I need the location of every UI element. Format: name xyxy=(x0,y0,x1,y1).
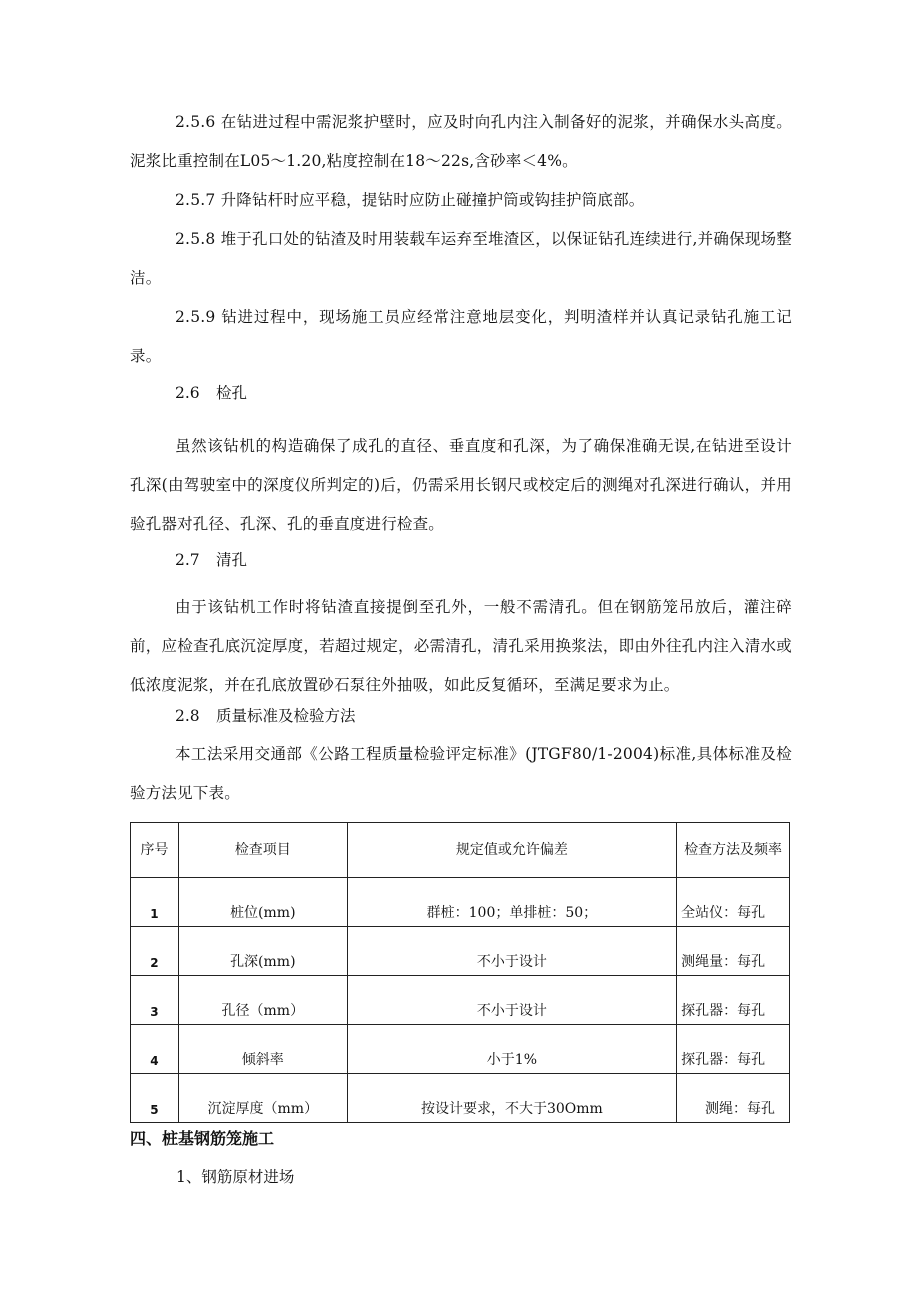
paragraph-2-5-9: 2.5.9 钻进过程中，现场施工员应经常注意地层变化，判明渣样并认真记录钻孔施工记录。 xyxy=(130,308,792,365)
header-item: 检查项目 xyxy=(178,823,347,878)
subsection-title: 1、钢筋原材进场 xyxy=(176,1168,295,1186)
cell-method: 全站仪：每孔 xyxy=(677,878,790,927)
header-no: 序号 xyxy=(131,823,179,878)
cell-no: 5 xyxy=(131,1074,179,1123)
heading-text: 检孔 xyxy=(215,384,247,402)
header-method: 检查方法及频率 xyxy=(677,823,790,878)
paragraph-2-5-7: 2.5.7 升降钻杆时应平稳，提钻时应防止碰撞护筒或钩挂护筒底部。 xyxy=(175,191,645,209)
cell-no: 2 xyxy=(131,927,179,976)
table-header-row xyxy=(131,823,790,878)
table-row xyxy=(131,1025,790,1074)
header-spec: 规定值或允许偏差 xyxy=(347,823,676,878)
table-row xyxy=(131,927,790,976)
cell-spec: 群桩：100；单排桩：50； xyxy=(347,878,676,927)
cell-spec: 不小于设计 xyxy=(347,976,676,1025)
heading-text: 清孔 xyxy=(215,551,247,569)
heading-number: 2.8 xyxy=(175,707,200,725)
paragraph-2-7-body: 由于该钻机工作时将钻渣直接提倒至孔外，一般不需清孔。但在钢筋笼吊放后，灌注碎前，应检查孔底沉淀厚度，若超过规定，必需清孔，清孔采用换浆法，即由外往孔内注入清水或低浓度泥浆，并在孔底放置砂石泵往外抽吸，如此反复循环，至满足要求为止。 xyxy=(130,598,792,694)
cell-item: 孔径（mm） xyxy=(178,976,347,1025)
cell-no: 1 xyxy=(131,878,179,927)
paragraph-2-5-8: 2.5.8 堆于孔口处的钻渣及时用装载车运弃至堆渣区，以保证钻孔连续进行,并确保现场整洁。 xyxy=(130,230,792,287)
cell-spec: 按设计要求，不大于30Omm xyxy=(347,1074,676,1123)
cell-spec: 不小于设计 xyxy=(347,927,676,976)
heading-2-8 xyxy=(175,704,355,728)
heading-number: 2.6 xyxy=(175,384,200,402)
section-title: 四、桩基钢筋笼施工 xyxy=(130,1129,275,1148)
cell-item: 沉淀厚度（mm） xyxy=(178,1074,347,1123)
cell-no: 3 xyxy=(131,976,179,1025)
cell-spec: 小于1% xyxy=(347,1025,676,1074)
paragraph-2-5-6: 2.5.6 在钻进过程中需泥浆护壁时，应及时向孔内注入制备好的泥浆，并确保水头高度。泥浆比重控制在L05～1.20,粘度控制在18～22s,含砂率＜4%。 xyxy=(130,113,792,170)
cell-method: 测绳量：每孔 xyxy=(677,927,790,976)
cell-item: 桩位(mm) xyxy=(178,878,347,927)
cell-no: 4 xyxy=(131,1025,179,1074)
quality-standard-table xyxy=(130,822,790,1123)
heading-2-7 xyxy=(175,548,247,572)
heading-text: 质量标准及检验方法 xyxy=(215,707,356,725)
table-row xyxy=(131,878,790,927)
heading-2-6 xyxy=(175,381,247,405)
cell-method: 探孔器：每孔 xyxy=(677,976,790,1025)
table-row xyxy=(131,976,790,1025)
paragraph-2-6-body: 虽然该钻机的构造确保了成孔的直径、垂直度和孔深，为了确保准确无误,在钻进至设计孔深(由驾驶室中的深度仪所判定的)后，仍需采用长钢尺或校定后的测绳对孔深进行确认，并用验孔器对孔径、孔深、孔的垂直度进行检查。 xyxy=(130,437,792,533)
cell-item: 倾斜率 xyxy=(178,1025,347,1074)
cell-item: 孔深(mm) xyxy=(178,927,347,976)
table-row xyxy=(131,1074,790,1123)
cell-method: 测绳：每孔 xyxy=(677,1074,790,1123)
paragraph-2-8-body: 本工法采用交通部《公路工程质量检验评定标准》(JTGF80/1-2004)标准,具体标准及检验方法见下表。 xyxy=(130,745,792,802)
cell-method: 探孔器：每孔 xyxy=(677,1025,790,1074)
heading-number: 2.7 xyxy=(175,551,200,569)
